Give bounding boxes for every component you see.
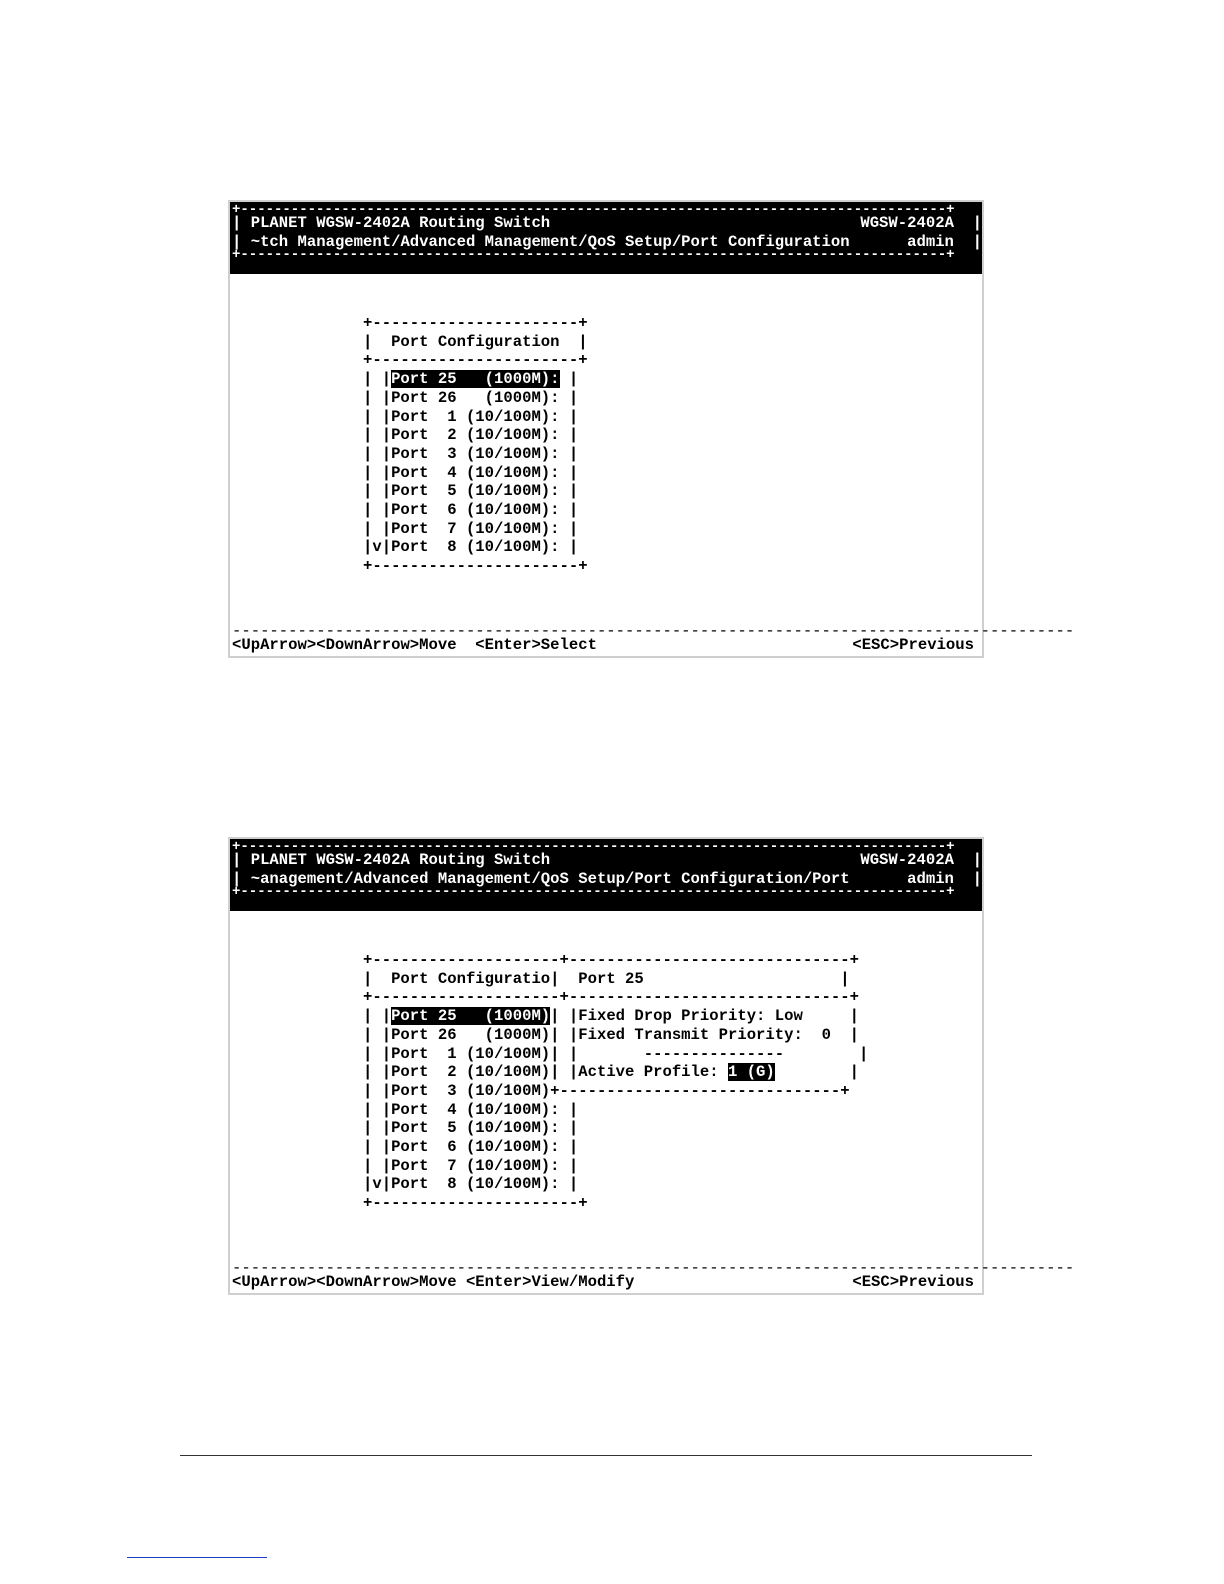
footer-rule: ------------------------------------------------------------------------------------------ [232,1259,1075,1277]
menu-area [230,911,982,1213]
model-name: WGSW-2402A [860,214,954,232]
scroll-down-indicator[interactable]: v [372,1175,382,1194]
user-name: admin [907,232,954,251]
port-item[interactable]: Port 5 (10/100M): [391,1119,560,1138]
page-footer-link-underline[interactable] [127,1557,267,1558]
detail-title: Port 25 [578,969,644,988]
scroll-down-indicator[interactable]: v [372,538,382,557]
terminal-header: +------------------------------------------------------------------------------------+ | PLANET WGSW-2402A Routing Switch WGSW-2402A | | ~tch Management/Advanced Management/QoS Setup/Port Configuration admin | +------------------------------------------------------------------------------------+ [230,202,982,274]
breadcrumb: ~anagement/Advanced Management/QoS Setup/Port Configuration/Port [250,869,850,888]
menu-area [230,274,982,576]
transmit-priority-label: Fixed Transmit Priority: [578,1025,803,1044]
port-item[interactable]: Port 1 (10/100M) [391,1044,551,1063]
port-item[interactable]: Port 25 (1000M): [391,370,560,389]
port-item[interactable]: Port 4 (10/100M): [391,1100,560,1119]
active-profile-value[interactable]: 1 (G) [727,1063,775,1082]
port-item[interactable]: Port 2 (10/100M): [391,426,560,445]
port-item[interactable]: Port 3 (10/100M) [391,1081,551,1100]
port-item[interactable]: Port 6 (10/100M): [391,501,560,520]
port-item[interactable]: Port 5 (10/100M): [391,482,560,501]
terminal-screen-port-list [228,200,1075,658]
port-item[interactable]: Port 6 (10/100M): [391,1138,560,1157]
terminal-header: +------------------------------------------------------------------------------------+ | PLANET WGSW-2402A Routing Switch WGSW-2402A | | ~anagement/Advanced Management/QoS Setup/Port Configuration/Port admin | +------------------------------------------------------------------------------------+ [230,839,982,911]
field-separator: --------------- [643,1044,785,1063]
port-item[interactable]: Port 26 (1000M) [391,1025,551,1044]
product-title: PLANET WGSW-2402A Routing Switch [250,214,551,232]
drop-priority-value[interactable]: Low [774,1007,803,1026]
footer-escape-hint: <ESC>Previous [852,636,974,654]
footer-key-hints: <UpArrow><DownArrow>Move <Enter>View/Modify [232,1273,635,1291]
page-footer-rule [180,1455,1032,1456]
active-profile-label: Active Profile: [578,1063,719,1082]
product-title: PLANET WGSW-2402A Routing Switch [250,851,551,869]
transmit-priority-value[interactable]: 0 [821,1025,831,1044]
breadcrumb: ~tch Management/Advanced Management/QoS Setup/Port Configuration [250,232,850,251]
footer-key-hints: <UpArrow><DownArrow>Move <Enter>Select [232,636,597,654]
port-item[interactable]: Port 3 (10/100M): [391,444,560,463]
port-item[interactable]: Port 8 (10/100M): [391,1175,560,1194]
port-item[interactable]: Port 2 (10/100M) [391,1063,551,1082]
port-item[interactable]: Port 26 (1000M): [391,388,560,407]
header-rule-top: +------------------------------------------------------------------------------------+ [232,839,955,855]
header-rule-top: +------------------------------------------------------------------------------------+ [232,202,955,218]
terminal-footer [230,1259,1075,1293]
model-name: WGSW-2402A [860,851,954,869]
port-item[interactable]: Port 25 (1000M) [391,1007,551,1026]
port-item[interactable]: Port 1 (10/100M): [391,407,560,426]
user-name: admin [907,869,954,888]
port-item[interactable]: Port 7 (10/100M): [391,519,560,538]
port-item[interactable]: Port 7 (10/100M): [391,1156,560,1175]
header-rule-bottom: +------------------------------------------------------------------------------------+ [232,884,955,901]
port-menu-box: +----------------------+ | Port Configuration | +----------------------+ | |Port 25 (1000M): | | |Port 26 (1000M): | | |Port 1 (10/100M): | | |Port 2 (10/100M): | | |Port 3 (10/100M): | | |Port 4 (10/100M): | | |Port 5 (10/100M): | | |Port 6 (10/100M): | | |Port 7 (10/100M): | |v|Port 8 (10/100M): | +----------------------+ [363,314,588,576]
drop-priority-label: Fixed Drop Priority: [578,1007,766,1026]
port-item[interactable]: Port 4 (10/100M): [391,463,560,482]
terminal-footer [230,622,1075,656]
menu-title: Port Configuratio [391,969,551,988]
header-rule-bottom: +------------------------------------------------------------------------------------+ [232,247,955,264]
port-detail-box: +--------------------+------------------------------+ | Port Configuratio| Port 25 | +--------------------+------------------------------+ | |Port 25 (1000M)| |Fixed Drop Priority: Low | | |Port 26 (1000M)| |Fixed Transmit Priority: 0 | | |Port 1 (10/100M)| | --------------- | | |Port 2 (10/100M)| |Active Profile: 1 (G) | | |Port 3 (10/100M)+------------------------------+ | |Port 4 (10/100M): | | |Port 5 (10/100M): | | |Port 6 (10/100M): | | |Port 7 (10/100M): | |v|Port 8 (10/100M): | +----------------------+ [363,951,869,1213]
port-item[interactable]: Port 8 (10/100M): [391,538,560,557]
footer-rule: ------------------------------------------------------------------------------------------ [232,622,1075,640]
menu-title: Port Configuration [391,332,560,351]
footer-escape-hint: <ESC>Previous [852,1273,974,1291]
terminal-screen-port-detail [228,837,1075,1295]
